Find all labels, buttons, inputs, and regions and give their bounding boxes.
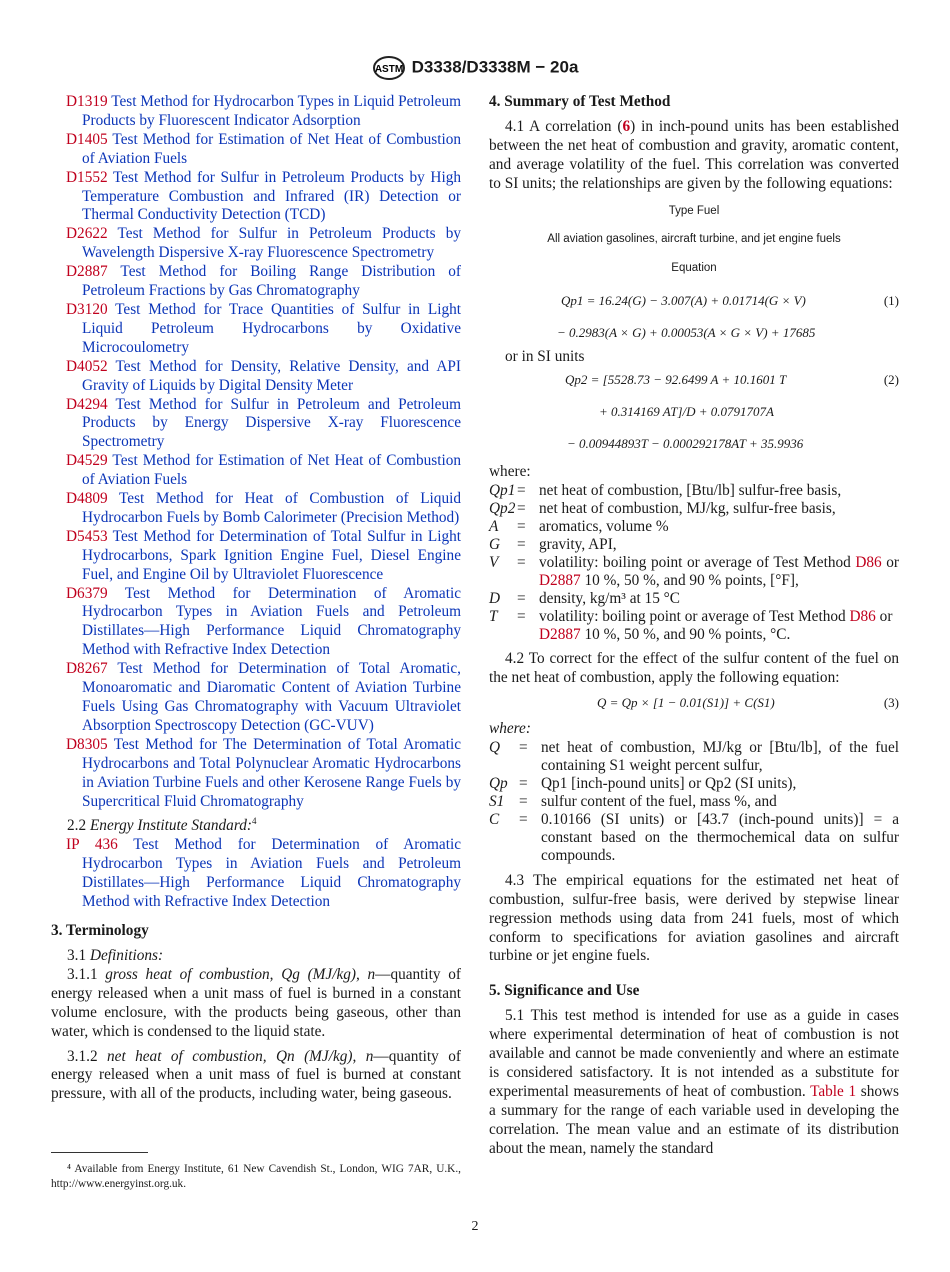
link-d86[interactable]: D86 [855, 554, 882, 572]
reference-item: D1405 Test Method for Estimation of Net Heat of Combustion of Aviation Fuels [66, 130, 461, 167]
variable-description: gravity, API, [539, 536, 617, 554]
reference-link[interactable]: D6379 [66, 584, 108, 602]
si-units-label: or in SI units [505, 348, 585, 366]
reference-link[interactable]: D4052 [66, 357, 108, 375]
variable-description: Qp1 [inch-pound units] or Qp2 (SI units), [541, 774, 797, 792]
variable-symbol: A [489, 518, 499, 536]
reference-link[interactable]: D4809 [66, 490, 108, 508]
variable-description: net heat of combustion, [Btu/lb] sulfur-free basis, [539, 482, 842, 500]
reference-item: D2887 Test Method for Boiling Range Distribution of Petroleum Fractions by Gas Chromatography [66, 263, 461, 300]
energy-institute-heading: 2.2 Energy Institute Standard:$^4$ [67, 816, 257, 835]
reference-link[interactable]: D5453 [66, 527, 108, 545]
reference-link-ip436[interactable]: IP 436 [66, 836, 118, 854]
equation-2-line-3: − 0.00944893T − 0.000292178AT + 35.9936 [567, 436, 804, 452]
link-d2887-2[interactable]: D2887 [539, 626, 581, 644]
reference-item: D8305 Test Method for The Determination of Total Aromatic Hydrocarbons and Total Polynuclear Aromatic Hydrocarbons in Aviation Turbine Fuels and other Kerosene Range Fuels by Supercritical Fluid Chromatography [66, 735, 461, 810]
variable-definitions-2: V = volatility: boiling point or average of Test Method D86 or D2887 10 %, 50 %, and 90 % points, [°F], D = density, kg/m³ at 15 °C T = volatility: boiling point or average of Test Method D86 or D2887 10 %, 50 %, and 90 % points, °C. [489, 554, 899, 644]
reference-item: D4052 Test Method for Density, Relative Density, and API Gravity of Liquids by Digital Density Meter [66, 357, 461, 394]
equation-3: Q = Qp × [1 − 0.01(S1)] + C(S1) (3) [597, 694, 899, 710]
variable-description: net heat of combustion, MJ/kg, sulfur-free basis, [539, 500, 836, 518]
variable-description: aromatics, volume % [539, 518, 669, 536]
summary-heading: 4. Summary of Test Method [489, 93, 671, 110]
designation: D3338/D3338M − 20a [411, 57, 579, 77]
reference-list [51, 93, 461, 811]
reference-item: D5453 Test Method for Determination of Total Sulfur in Light Hydrocarbons, Spark Ignition Engine Fuel, Diesel Engine Fuel, and Engine Oil by Ultraviolet Fluorescence [66, 527, 461, 583]
reference-link[interactable]: D1319 [66, 93, 108, 110]
left-column [51, 93, 461, 1104]
reference-link[interactable]: D4294 [66, 395, 108, 413]
equation-2-line-1: Qp2 = [5528.73 − 92.6499 A + 10.1601 T (2) [565, 372, 899, 388]
reference-link[interactable]: D3120 [66, 300, 108, 318]
paragraph-4-3: 4.3 The empirical equations for the estimated net heat of combustion, sulfur-free basis, were derived by stepwise linear regression methods using data from 241 fuels, most of which conform to specifications for aviation gasolines and aircraft turbine or jet engine fuels. [489, 871, 899, 965]
variable-symbol: Q [489, 738, 501, 756]
citation-link[interactable]: 6 [622, 117, 631, 135]
variable-symbol: S1 [489, 792, 505, 810]
reference-item: D4294 Test Method for Sulfur in Petroleum and Petroleum Products by Energy Dispersive X-ray Fluorescence Spectrometry [66, 395, 461, 451]
variable-description: 0.10166 (SI units) or [43.7 (inch-pound units)] = a constant based on the thermochemical data on sulfur compounds. [541, 810, 899, 864]
reference-item: D4809 Test Method for Heat of Combustion of Liquid Hydrocarbon Fuels by Bomb Calorimeter (Precision Method) [66, 490, 461, 526]
footnote-rule [51, 1152, 148, 1153]
where-label-2: where: [489, 719, 531, 737]
reference-link[interactable]: D8305 [66, 735, 108, 753]
significance-heading: 5. Significance and Use [489, 982, 640, 1000]
reference-ip436: IP 436 Test Method for Determination of Aromatic Hydrocarbon Types in Aviation Fuels and Petroleum Distillates—High Performance Liquid Chromatography Method with Refractive Index Detection [66, 836, 461, 911]
page-number: 2 [471, 1219, 479, 1234]
page-header [0, 56, 950, 80]
table-1-link[interactable]: Table 1 [810, 1082, 857, 1100]
reference-link[interactable]: D2887 [66, 263, 108, 281]
reference-link[interactable]: D2622 [66, 225, 108, 243]
paragraph-4-2: 4.2 To correct for the effect of the sulfur content of the fuel on the net heat of combustion, apply the following equation: [489, 650, 899, 686]
equation-label: Equation [671, 262, 717, 275]
definitions-label: 3.1 Definitions: [67, 946, 164, 964]
reference-link[interactable]: D4529 [66, 452, 108, 470]
type-fuel-label: Type Fuel [668, 204, 720, 217]
equation-1-line-2: − 0.2983(A × G) + 0.00053(A × G × V) + 17685 [557, 325, 816, 341]
reference-item: D1552 Test Method for Sulfur in Petroleum Products by High Temperature Combustion and Infrared (IR) Detection or Thermal Conductivity Detection (TCD) [66, 168, 461, 224]
equation-2-line-2: + 0.314169 AT]/D + 0.0791707A [599, 404, 774, 420]
svg-text:ASTM: ASTM [374, 64, 403, 75]
reference-item: D1319 Test Method for Hydrocarbon Types in Liquid Petroleum Products by Fluorescent Indicator Adsorption [66, 93, 461, 129]
sulfur-variable-definitions: Q = net heat of combustion, MJ/kg or [Btu/lb], of the fuel containing S1 weight percent sulfur, Qp = Qp1 [inch-pound units] or Qp2 (SI units), S1 = sulfur content of the fuel, mass %, and C = 0.10166 (SI units) or [43.7 (inch-pound units)] = a constant based on the thermochemical data on sulfur compounds. [489, 738, 899, 864]
variable-symbol: G [489, 536, 501, 554]
footnote: ⁴ Available from Energy Institute, 61 New Cavendish St., London, WIG 7AR, U.K., http://www.energyinst.org.uk. [51, 1163, 461, 1190]
reference-link[interactable]: D1405 [66, 130, 108, 148]
variable-definitions: Qp1 = net heat of combustion, [Btu/lb] sulfur-free basis, Qp2 = net heat of combustion, MJ/kg, sulfur-free basis, A = aromatics, volume % G = gravity, API, [489, 482, 899, 554]
definition-gross-heat: 3.1.1 gross heat of combustion, Qg (MJ/kg), n—quantity of energy released when a unit mass of fuel is burned in a constant volume enclosure, with the products being gaseous, other than water, which is condensed to the liquid state. [51, 965, 461, 1040]
reference-link[interactable]: D1552 [66, 168, 108, 186]
paragraph-4-1: 4.1 A correlation (6) in inch-pound units has been established between the net heat of combustion and gravity, aromatic content, and average volatility of the fuel. This correlation was converted to SI units; the relationships are given by the following equations: [489, 117, 899, 192]
link-d2887[interactable]: D2887 [539, 572, 581, 590]
fuels-label: All aviation gasolines, aircraft turbine, and jet engine fuels [547, 233, 841, 246]
reference-item: D6379 Test Method for Determination of Aromatic Hydrocarbon Types in Aviation Fuels and Petroleum Distillates—High Performance Liquid Chromatography Method with Refractive Index Detection [66, 584, 461, 659]
variable-description: net heat of combustion, MJ/kg or [Btu/lb], of the fuel containing S1 weight percent sulfur, [541, 738, 899, 774]
reference-item: D3120 Test Method for Trace Quantities of Sulfur in Light Liquid Petroleum Hydrocarbons by Oxidative Microcoulometry [66, 300, 461, 356]
equation-1-line-1: Qp1 = 16.24(G) − 3.007(A) + 0.01714(G × V) (1) [561, 293, 899, 309]
terminology-heading: 3. Terminology [51, 922, 149, 940]
reference-link[interactable]: D8267 [66, 660, 108, 678]
reference-item: D8267 Test Method for Determination of Total Aromatic, Monoaromatic and Diaromatic Content of Aviation Turbine Fuels Using Gas Chromatography with Vacuum Ultraviolet Absorption Spectroscopy Detection (GC-VUV) [66, 660, 461, 734]
variable-symbol: Qp2 [489, 500, 516, 518]
variable-symbol: Qp [489, 774, 508, 792]
variable-symbol: Qp1 [489, 482, 516, 500]
astm-logo-icon [372, 56, 406, 80]
reference-item: D4529 Test Method for Estimation of Net Heat of Combustion of Aviation Fuels [66, 452, 461, 489]
definition-net-heat: 3.1.2 net heat of combustion, Qn (MJ/kg), n—quantity of energy released when a unit mass of fuel is burned at constant pressure, with all of the products, including water, being gaseous. [51, 1047, 461, 1103]
where-label: where: [489, 463, 531, 481]
variable-symbol: C [489, 810, 500, 828]
right-column [489, 93, 899, 1158]
variable-description: sulfur content of the fuel, mass %, and [541, 792, 777, 810]
paragraph-5-1: 5.1 This test method is intended for use as a guide in cases where experimental determination of heat of combustion is not available and cannot be made conveniently and where an estimate is considered satisfactory. It is not intended as a substitute for experimental measurements of heat of combustion. Table 1 shows a summary for the range of each variable used in developing the correlation. The mean value and an estimate of its distribution about the mean, namely the standard [489, 1007, 899, 1157]
reference-item: D2622 Test Method for Sulfur in Petroleum Products by Wavelength Dispersive X-ray Fluorescence Spectrometry [66, 225, 461, 262]
link-d86-2[interactable]: D86 [849, 608, 876, 626]
